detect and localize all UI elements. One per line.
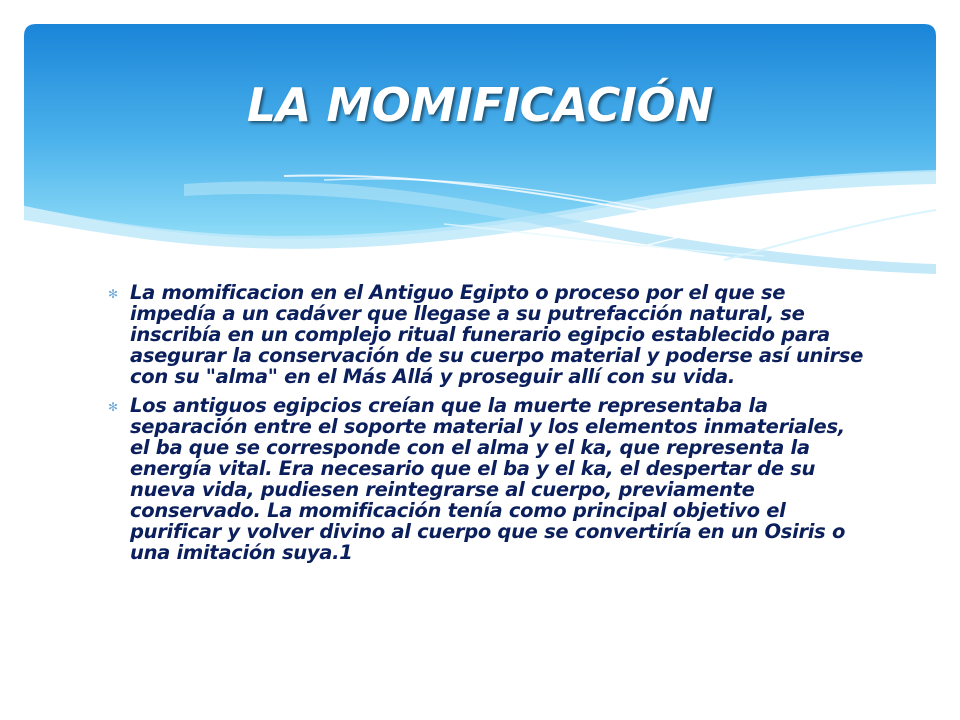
list-item: [108, 395, 868, 563]
bullet-text: Los antiguos egipcios creían que la muerte representaba la separación entre el soporte material y los elementos inmateriales, el ba que se corresponde con el alma y el ka, que representa la energía vital. Era necesario que el ba y el ka, el despertar de su nueva vida, pudiesen reintegrarse al cuerpo, previamente conservado. La momificación tenía como principal objetivo el purificar y volver divino al cuerpo que se convertiría en un Osiris o una imitación suya.1: [130, 394, 846, 564]
list-item: [108, 282, 868, 387]
asterisk-bullet-icon: ✻: [108, 287, 118, 301]
asterisk-bullet-icon: ✻: [108, 400, 118, 414]
bullet-list: [108, 282, 868, 571]
wave-banner-graphic: [24, 24, 936, 274]
bullet-text: La momificacion en el Antiguo Egipto o proceso por el que se impedía a un cadáver que llegase a su putrefacción natural, se inscribía en un complejo ritual funerario egipcio establecido para asegurar la conservación de su cuerpo material y poderse así unirse con su "alma" en el Más Allá y proseguir allí con su vida.: [130, 281, 864, 388]
title-banner: [24, 24, 936, 274]
slide-title: LA MOMIFICACIÓN: [246, 78, 714, 132]
